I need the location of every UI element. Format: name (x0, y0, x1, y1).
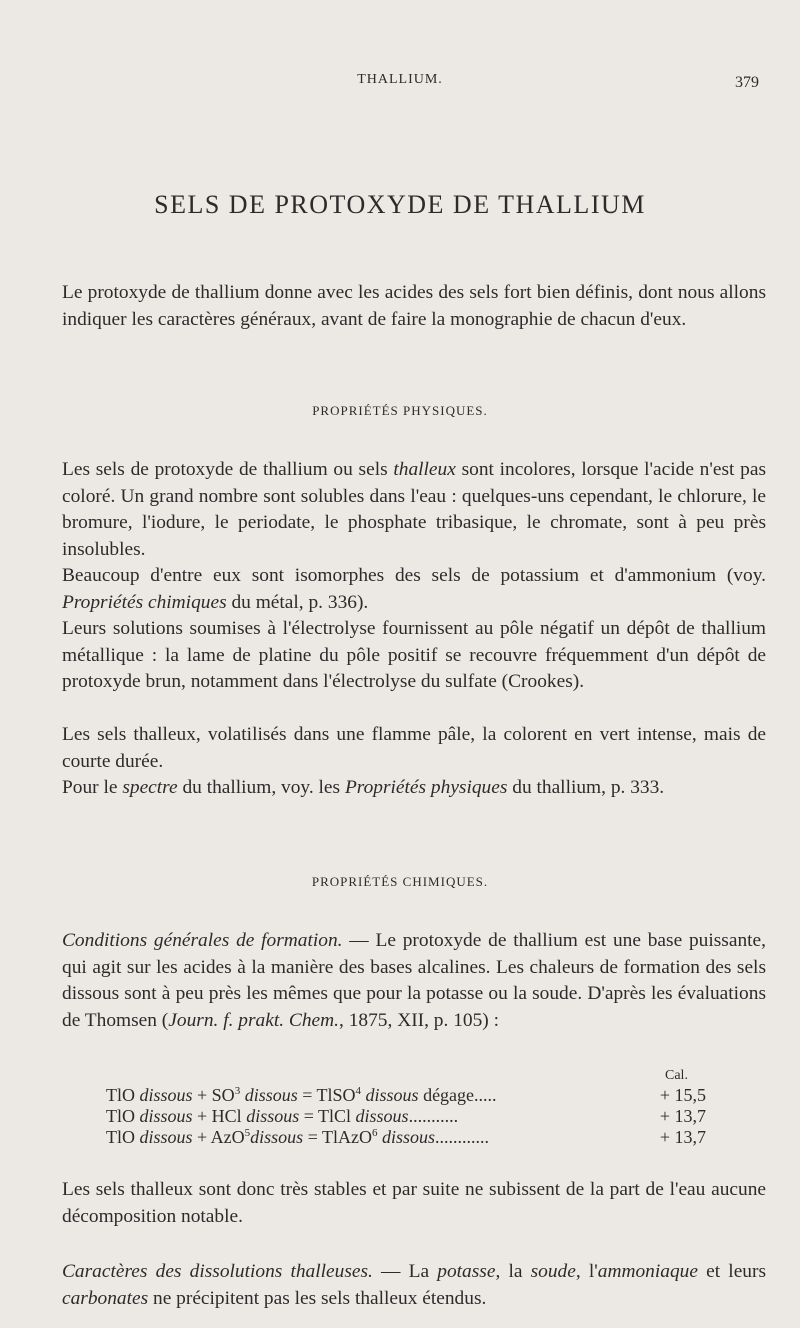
physical-paragraph-5 (62, 775, 766, 802)
equation-row (106, 1085, 706, 1106)
italic-term: dissous (139, 1106, 193, 1126)
italic-subheading: Caractères des dissolutions thalleuses. (62, 1261, 373, 1282)
cal-column-label: Cal. (665, 1068, 688, 1083)
italic-term: dissous (351, 1106, 409, 1126)
equation-text (106, 1106, 642, 1127)
physical-paragraph-3: Leurs solutions soumises à l'électrolyse fournissent au pôle négatif un dépôt de thallium métallique : la lame de platine du pôle positif se recouvre fréquemment d'un dépôt de protoxyde brun, notamment dans l'électrolyse du sulfate (Crookes). (62, 618, 766, 693)
superscript: 3 (234, 1085, 241, 1097)
italic-term: thalleux (393, 459, 456, 480)
equation-text (106, 1127, 642, 1148)
italic-reference: Propriétés chimiques (62, 591, 227, 613)
text-span: , l' (575, 1261, 598, 1282)
text-span: , la (495, 1261, 531, 1282)
text-span: , 1875, XII, p. 105) : (339, 1009, 499, 1031)
text-span: sont incolores, lorsque l'acide n'est pas coloré. Un grand nombre sont solubles dans l'eau : quelques-uns cependant, le chlorure, le bromure, l'iodure, le periodate, le phosphate tribasique, le chromate, sont à peu près insolubles. (62, 459, 766, 560)
text-span: — Le protoxyde de thallium est une base puissante, qui agit sur les acides à la manière des bases alcalines. Les chaleurs de formation des sels dissous sont à peu près les mêmes que pour la potasse ou la soude. D'après les évaluations de Thomsen ( (62, 930, 766, 1031)
italic-term: dissous (250, 1127, 304, 1147)
chemical-paragraph-1 (62, 928, 766, 1034)
text-span: + SO (192, 1085, 235, 1105)
italic-term: dissous (377, 1127, 436, 1147)
chemical-paragraph-2: Les sels thalleux sont donc très stables et par suite ne subissent de la part de l'eau aucune décomposition notable. (62, 1179, 766, 1227)
section-heading-chemical: PROPRIÉTÉS CHIMIQUES. (311, 874, 489, 889)
equation-table (106, 1085, 706, 1148)
running-head: THALLIUM. (357, 72, 443, 87)
italic-term: dissous (139, 1085, 193, 1105)
text-span: du métal, p. 336). (226, 591, 369, 613)
chapter-title: SELS DE PROTOXYDE DE THALLIUM (154, 190, 646, 219)
physical-paragraph-4: Les sels thalleux, volatilisés dans une flamme pâle, la colorent en vert intense, mais de courte durée. (62, 724, 766, 772)
italic-term: carbonates (62, 1287, 149, 1309)
equation-row (106, 1106, 706, 1127)
equation-row (106, 1127, 706, 1148)
text-span: = TlAzO (303, 1127, 372, 1147)
text-span: et leurs (697, 1261, 766, 1282)
intro-text: Le protoxyde de thallium donne avec les acides des sels fort bien définis, dont nous allons indiquer les caractères généraux, avant de faire la monographie de chacun d'eux. (62, 282, 766, 330)
chemical-paragraph-3 (62, 1259, 766, 1312)
text-span: ne précipitent pas les sels thalleux étendus. (148, 1287, 487, 1309)
physical-paragraph-1 (62, 457, 766, 563)
text-span: = TlCl (299, 1106, 352, 1126)
section-heading-physical: PROPRIÉTÉS PHYSIQUES. (312, 403, 488, 418)
text-span: TlO (106, 1106, 140, 1126)
text-span: du thallium, p. 333. (507, 777, 665, 798)
equation-value: + 13,7 (659, 1127, 706, 1147)
text-span: + HCl (192, 1106, 242, 1126)
italic-term: dissous (240, 1085, 298, 1105)
italic-term: dissous (241, 1106, 300, 1126)
equation-value: + 13,7 (659, 1106, 706, 1126)
text-span: dégage..... (418, 1085, 497, 1105)
superscript: 6 (372, 1127, 378, 1139)
italic-term: spectre (122, 777, 178, 798)
text-span: du thallium, voy. les (177, 777, 345, 798)
italic-subheading: Conditions générales de formation. (62, 930, 343, 951)
text-span: Beaucoup d'entre eux sont isomorphes des sels de potassium et d'ammonium (voy. (62, 565, 766, 586)
superscript: 4 (355, 1085, 362, 1097)
text-span: TlO (106, 1085, 140, 1105)
text-span: ........... (408, 1106, 459, 1126)
physical-paragraph-2 (62, 563, 766, 616)
italic-term: potasse (437, 1261, 496, 1282)
italic-reference: Journ. f. prakt. Chem. (168, 1009, 340, 1031)
superscript: 5 (244, 1127, 251, 1139)
text-span: Pour le (62, 777, 123, 798)
text-span: + AzO (192, 1127, 245, 1147)
italic-term: dissous (361, 1085, 419, 1105)
italic-term: ammoniaque (597, 1261, 698, 1282)
text-span: TlO (106, 1127, 140, 1147)
equation-text (106, 1085, 642, 1106)
text-span: = TlSO (297, 1085, 356, 1105)
text-span: — La (372, 1261, 438, 1282)
text-span: ............ (435, 1127, 490, 1147)
italic-term: dissous (139, 1127, 193, 1147)
text-span: Les sels de protoxyde de thallium ou sels (62, 459, 394, 480)
intro-paragraph (62, 280, 766, 333)
italic-term: soude (530, 1261, 576, 1282)
italic-reference: Propriétés physiques (344, 777, 508, 798)
equation-value: + 15,5 (659, 1085, 706, 1105)
page-number: 379 (735, 74, 759, 91)
